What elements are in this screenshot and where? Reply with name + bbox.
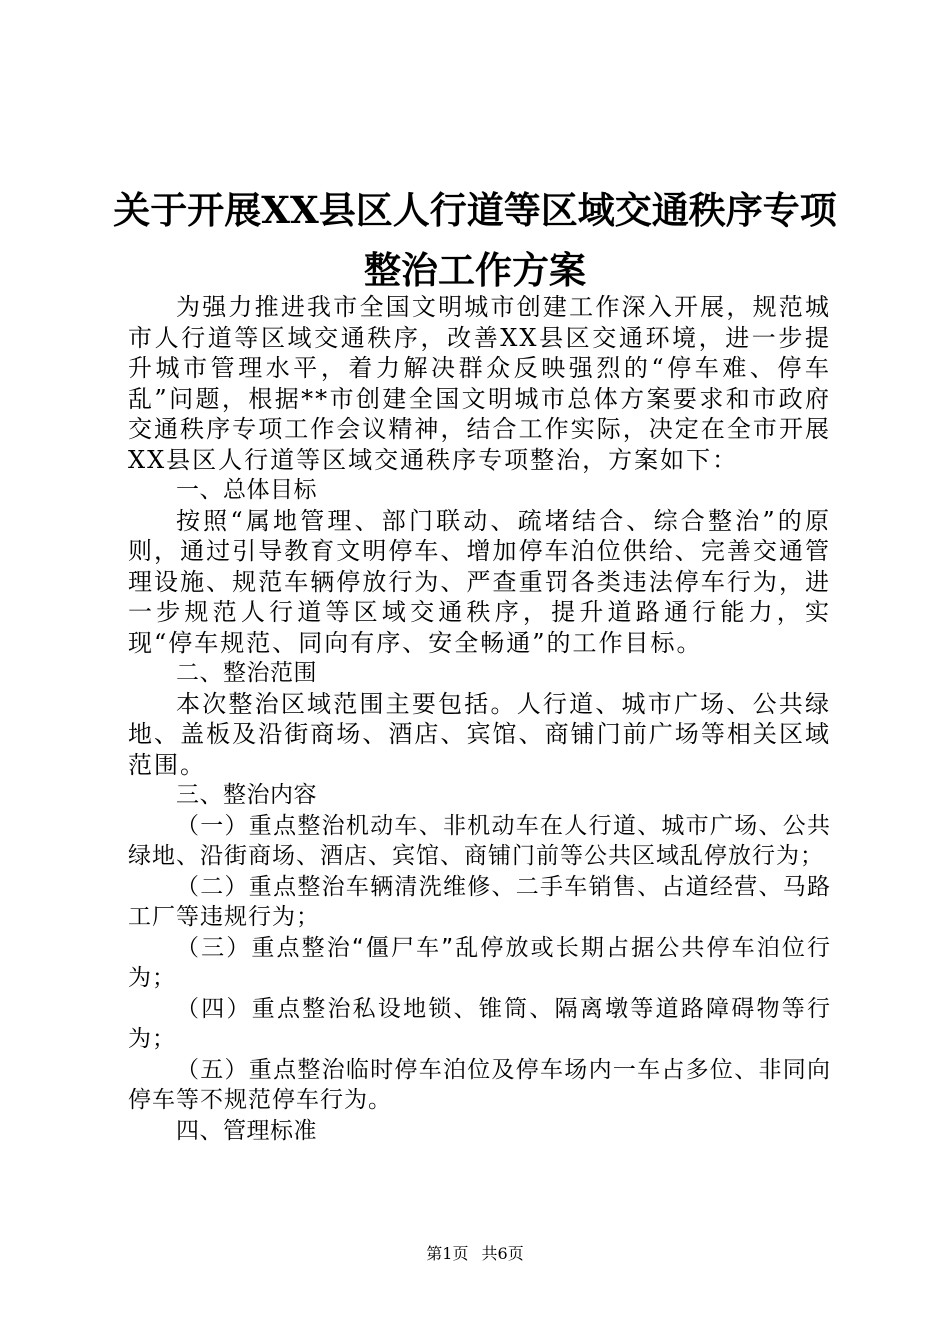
page-footer xyxy=(0,1244,950,1264)
section-heading-standards: 四、管理标准 xyxy=(176,1117,317,1144)
page-total: 共6页 xyxy=(481,1244,524,1263)
section-body-goals: 按照“属地管理、部门联动、疏堵结合、综合整治”的原则，通过引导教育文明停车、增加停车泊位供给、完善交通管理设施、规范车辆停放行为、严查重罚各类违法停车行为，进一步规范人行道等区域交通秩序，提升道路通行能力，实现“停车规范、同向有序、安全畅通”的工作目标。 xyxy=(128,506,831,657)
document-title-line-2: 整治工作方案 xyxy=(364,248,586,292)
content-item-3: （三）重点整治“僵尸车”乱停放或长期占据公共停车泊位行为； xyxy=(128,934,831,991)
document-body xyxy=(128,292,831,1146)
content-item-5: （五）重点整治临时停车泊位及停车场内一车占多位、非同向停车等不规范停车行为。 xyxy=(128,1056,831,1113)
document-title-line-1: 关于开展XX县区人行道等区域交通秩序专项 xyxy=(113,188,837,232)
content-item-2: （二）重点整治车辆清洗维修、二手车销售、占道经营、马路工厂等违规行为； xyxy=(128,873,831,930)
section-body-scope: 本次整治区域范围主要包括。人行道、城市广场、公共绿地、盖板及沿街商场、酒店、宾馆、商铺门前广场等相关区域范围。 xyxy=(128,689,831,779)
intro-paragraph: 为强力推进我市全国文明城市创建工作深入开展，规范城市人行道等区域交通秩序，改善XX县区交通环境，进一步提升城市管理水平，着力解决群众反映强烈的“停车难、停车乱”问题，根据**市创建全国文明城市总体方案要求和市政府交通秩序专项工作会议精神，结合工作实际，决定在全市开展XX县区人行道等区域交通秩序专项整治，方案如下： xyxy=(128,293,831,474)
section-heading-scope: 二、整治范围 xyxy=(176,660,317,686)
section-heading-content: 三、整治内容 xyxy=(176,782,317,808)
section-heading-goals: 一、总体目标 xyxy=(176,477,317,503)
content-item-1: （一）重点整治机动车、非机动车在人行道、城市广场、公共绿地、沿街商场、酒店、宾馆、商铺门前等公共区域乱停放行为； xyxy=(128,812,831,869)
content-item-4: （四）重点整治私设地锁、锥筒、隔离墩等道路障碍物等行为； xyxy=(128,995,831,1052)
page-number: 第1页 xyxy=(426,1244,469,1263)
